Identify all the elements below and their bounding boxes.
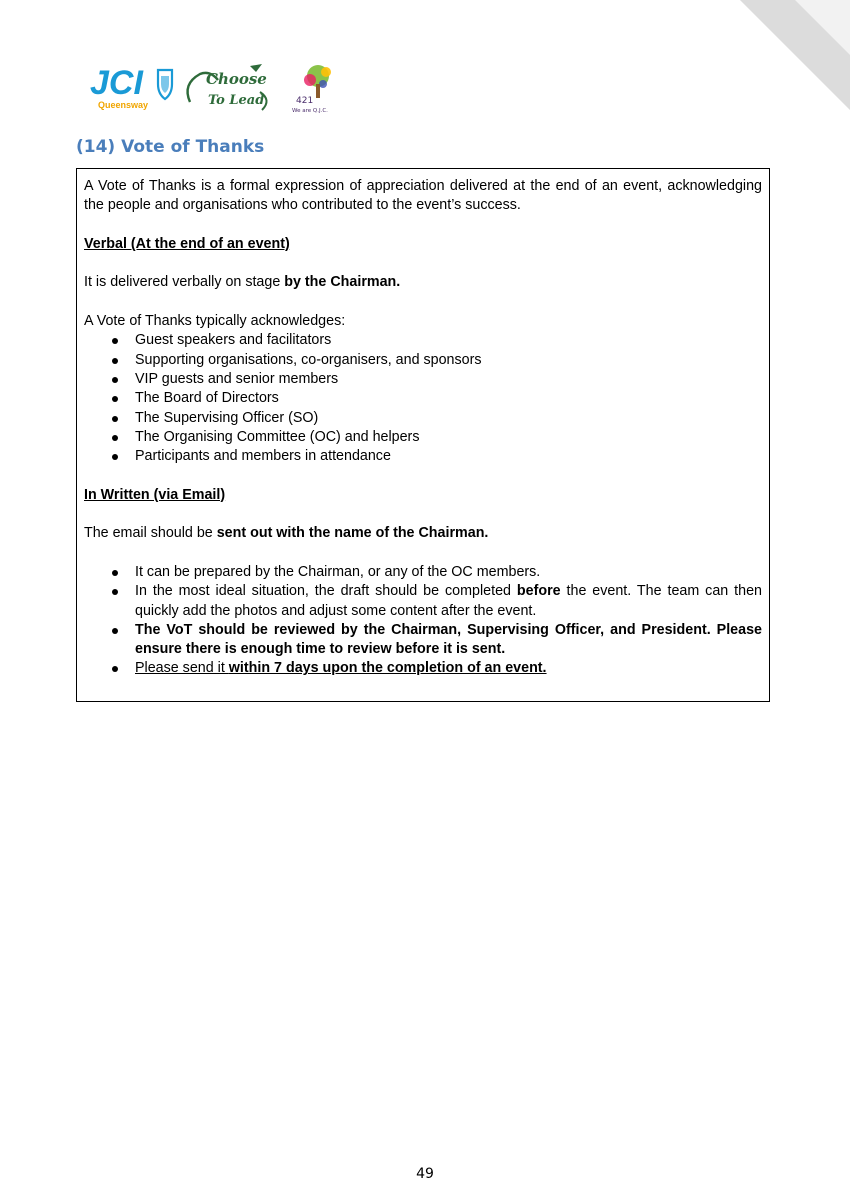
list-item: Supporting organisations, co-organisers, and sponsors xyxy=(84,351,762,370)
tree-logo xyxy=(292,65,331,114)
acknowledges-list xyxy=(84,331,762,466)
list-item: The Supervising Officer (SO) xyxy=(84,409,762,428)
list-item: Guest speakers and facilitators xyxy=(84,331,762,350)
list-item: The Organising Committee (OC) and helpers xyxy=(84,428,762,447)
header-logos xyxy=(90,62,340,114)
verbal-delivery: It is delivered verbally on stage by the Chairman. xyxy=(84,274,401,291)
jci-logo xyxy=(90,64,172,110)
intro-paragraph: A Vote of Thanks is a formal expression of appreciation delivered at the end of an event, acknowledging the people and organisations who contributed to the event’s success. xyxy=(84,178,762,214)
choose-to-lead-logo xyxy=(188,64,267,110)
written-list xyxy=(84,563,762,679)
jci-logo-text: JCI xyxy=(90,64,143,102)
list-item: The VoT should be reviewed by the Chairman, Supervising Officer, and President. Please ensure there is enough time to review before it is sent. xyxy=(84,621,762,660)
list-item: Please send it within 7 days upon the completion of an event. xyxy=(84,659,762,678)
svg-text:421: 421 xyxy=(296,96,314,106)
list-item: The Board of Directors xyxy=(84,389,762,408)
jci-logo-subtext: Queensway xyxy=(98,100,149,110)
list-item: In the most ideal situation, the draft should be completed before the event. The team can then quickly add the photos and adjust some content after the event. xyxy=(84,582,762,621)
page-number: 49 xyxy=(416,1166,434,1182)
email-instruction: The email should be sent out with the name of the Chairman. xyxy=(84,525,489,542)
acknowledges-intro: A Vote of Thanks typically acknowledges: xyxy=(84,313,346,330)
content-box xyxy=(76,168,770,702)
choose-logo-line2: To Lead xyxy=(208,93,265,108)
written-heading: In Written (via Email) xyxy=(84,486,226,503)
tree-logo-text: We are Q.J.C. xyxy=(292,108,328,114)
section-title: (14) Vote of Thanks xyxy=(76,137,265,157)
list-item: It can be prepared by the Chairman, or any of the OC members. xyxy=(84,563,762,582)
verbal-heading: Verbal (At the end of an event) xyxy=(84,235,290,252)
list-item: Participants and members in attendance xyxy=(84,447,762,466)
list-item: VIP guests and senior members xyxy=(84,370,762,389)
page-corner-decoration xyxy=(740,0,850,110)
choose-logo-line1: Choose xyxy=(206,70,267,88)
